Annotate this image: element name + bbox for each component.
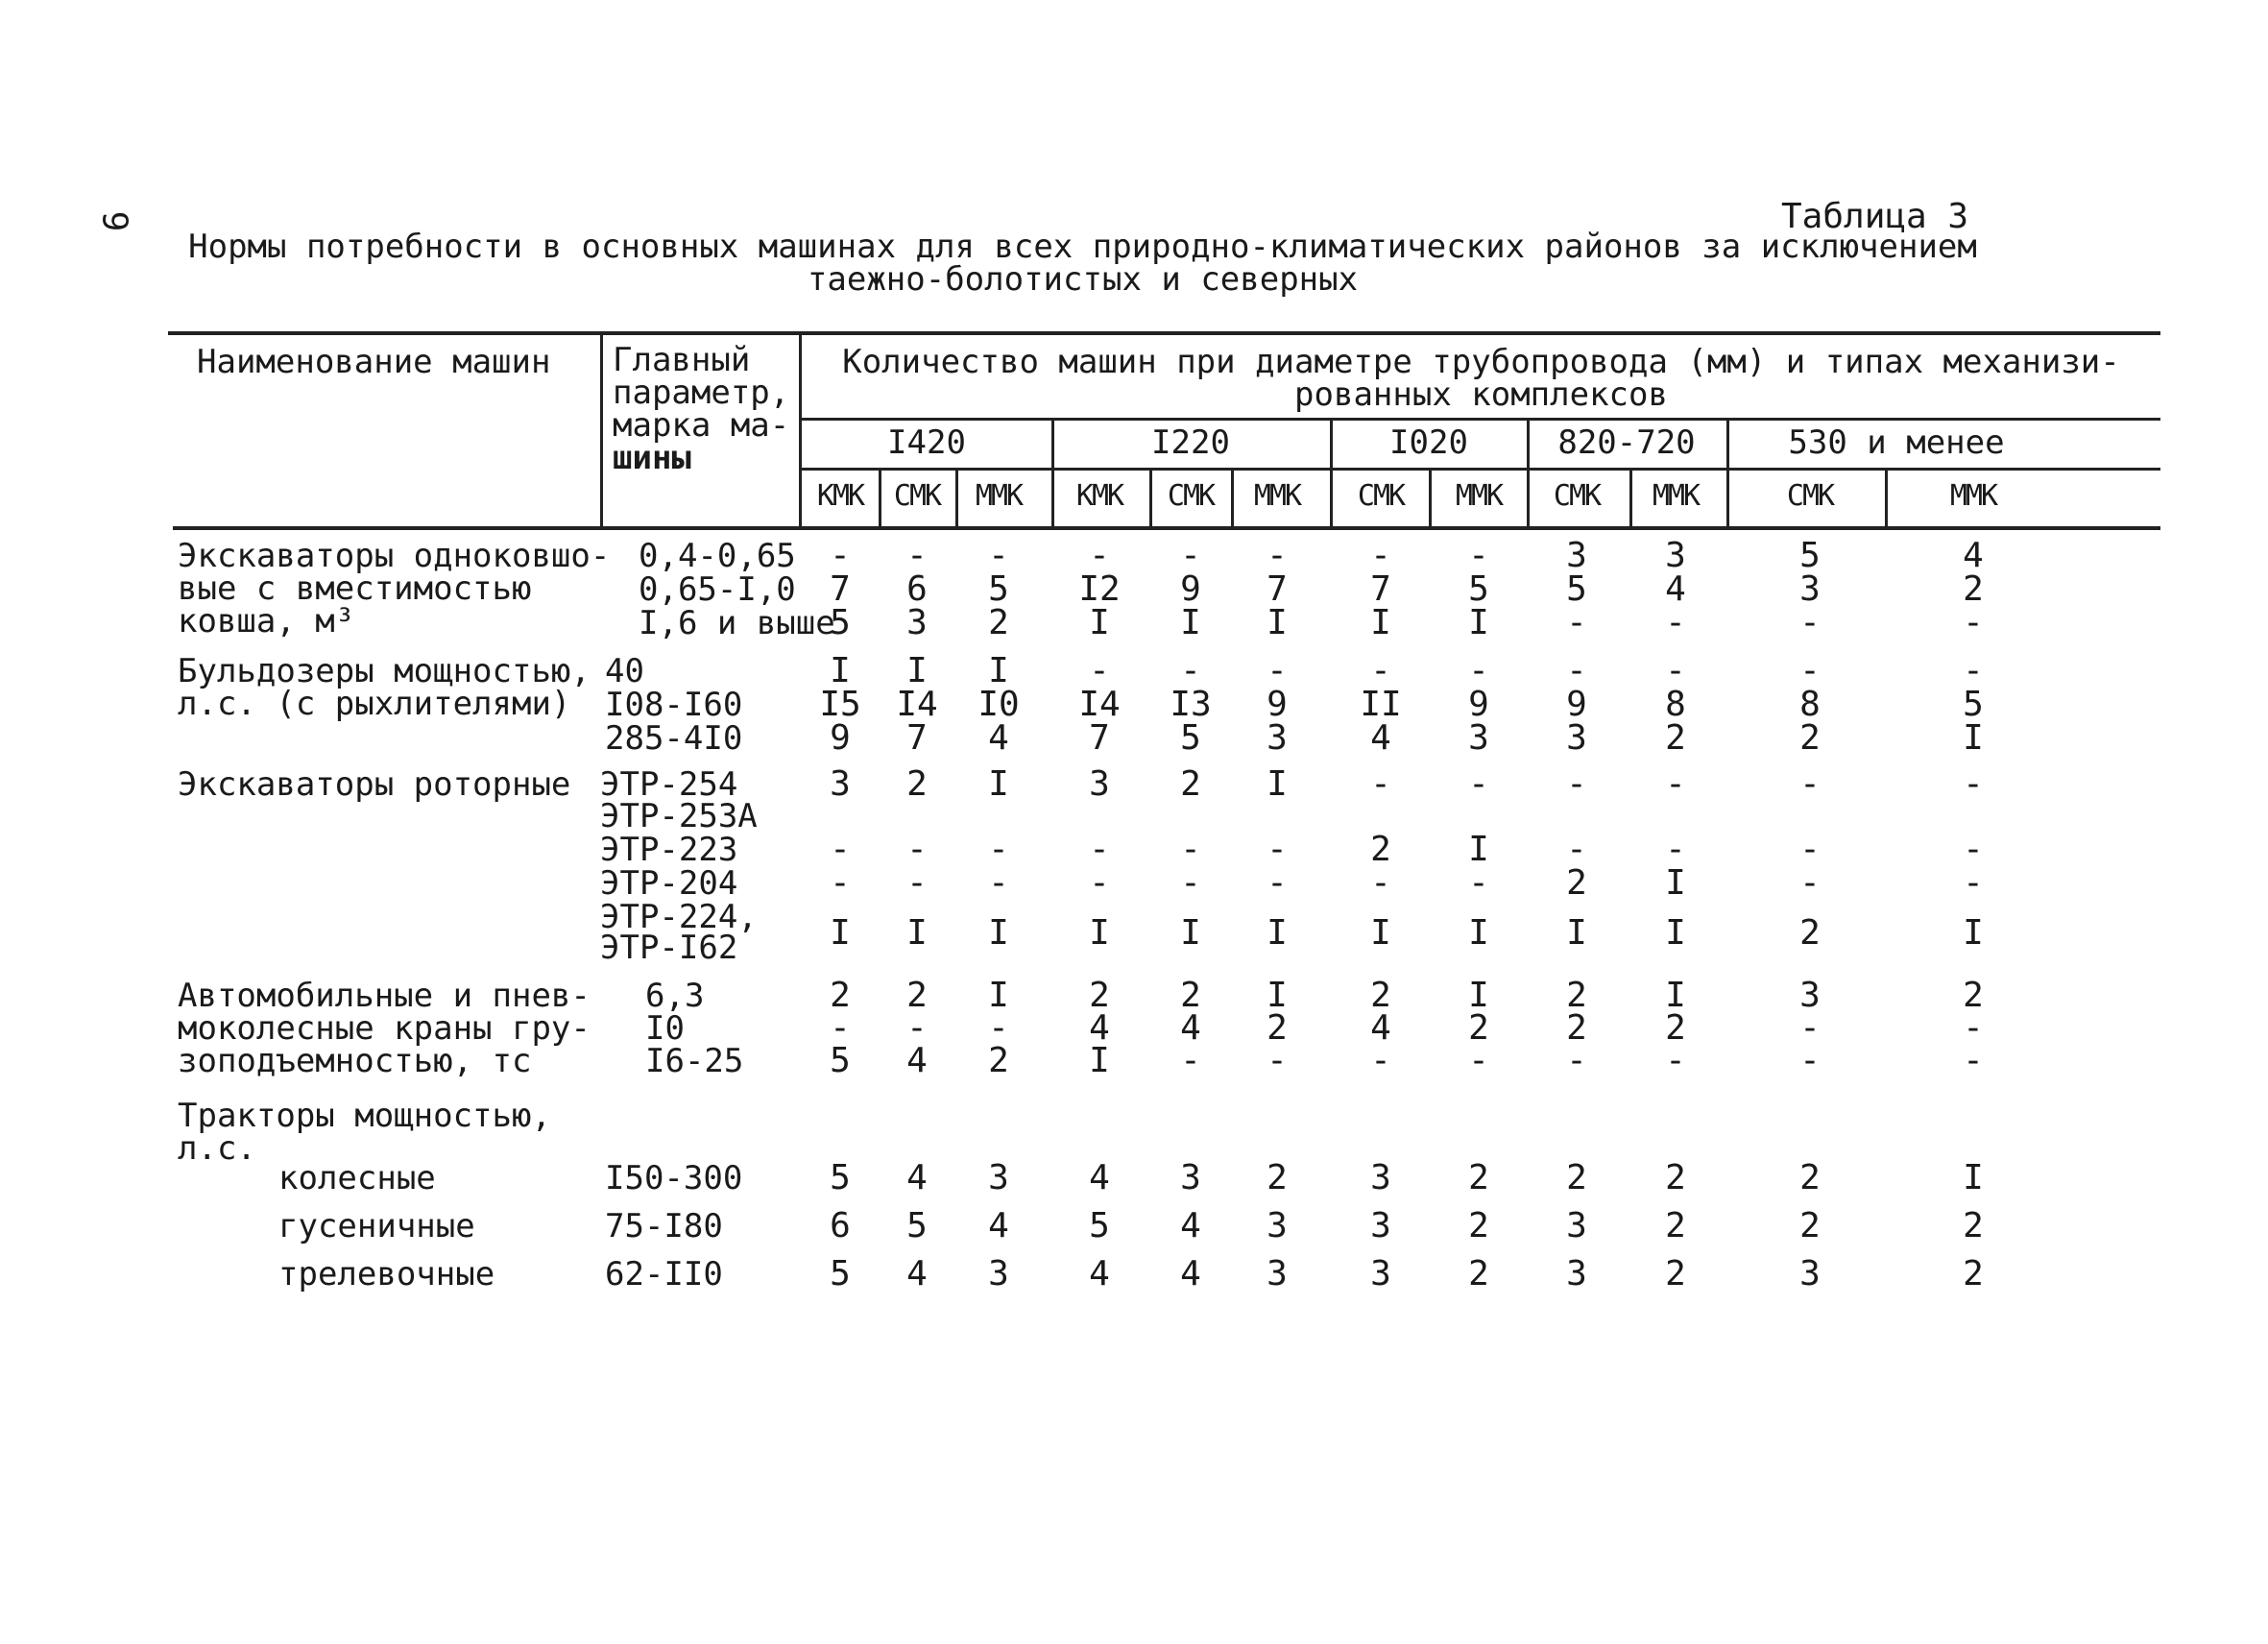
header-qty — [802, 343, 2160, 414]
table-cell: I — [1468, 830, 1489, 869]
table-cell: 5 — [1963, 685, 1984, 724]
row-param: ЭТР-253А — [600, 797, 758, 835]
table-cell: 2 — [1566, 976, 1587, 1015]
row-param: 0,4-0,65 — [639, 537, 796, 575]
table-cell: I — [1267, 764, 1288, 804]
table-cell: I — [830, 651, 851, 690]
table-cell: 4 — [988, 718, 1009, 758]
table-cell: 9 — [1180, 569, 1201, 609]
table-cell: 7 — [1370, 569, 1391, 609]
table-cell: 9 — [1267, 685, 1288, 724]
row-param: 0,65-I,0 — [639, 570, 796, 609]
table-cell: 3 — [1799, 1254, 1821, 1293]
table-cell: 2 — [1799, 1158, 1821, 1197]
row-param: 285-4I0 — [605, 719, 743, 758]
table-cell: - — [1963, 830, 1984, 869]
row-param: I6-25 — [645, 1042, 744, 1080]
table-cell: 3 — [1267, 1206, 1288, 1245]
type-header: СМК — [1553, 479, 1601, 513]
table-cell: 2 — [1799, 718, 1821, 758]
table-cell: - — [1963, 1008, 1984, 1048]
row-param: ЭТР-223 — [600, 831, 738, 869]
sub-row-param: 62-II0 — [605, 1255, 723, 1293]
page-number: 9 — [94, 210, 134, 232]
table-cell: I — [1468, 913, 1489, 953]
row-param: ЭТР-254 — [600, 765, 738, 804]
diameter-header: 530 и менее — [1788, 423, 2005, 462]
table-cell: - — [1963, 651, 1984, 690]
table-cell: 4 — [988, 1206, 1009, 1245]
table-cell: 3 — [988, 1254, 1009, 1293]
table-cell: I4 — [1078, 685, 1121, 724]
table-cell: - — [1370, 536, 1391, 575]
col-divider-t9 — [1629, 469, 1632, 528]
table-cell: - — [1370, 764, 1391, 804]
table-cell: 3 — [1180, 1158, 1201, 1197]
table-cell: I — [830, 913, 851, 953]
table-cell: - — [1799, 830, 1821, 869]
table-cell: - — [1566, 764, 1587, 804]
table-cell: - — [1799, 603, 1821, 642]
header-type-rule — [802, 468, 2160, 471]
table-cell: 4 — [906, 1158, 928, 1197]
table-cell: I — [1665, 913, 1686, 953]
table-cell: 2 — [906, 976, 928, 1015]
row-param: I08-I60 — [605, 686, 743, 724]
table-cell: - — [830, 863, 851, 903]
row-name-line: вые с вместимостью — [178, 569, 532, 608]
table-cell: 8 — [1665, 685, 1686, 724]
table-cell: - — [1963, 863, 1984, 903]
header-param-line-4: шины — [613, 439, 691, 477]
col-divider-t7 — [1429, 469, 1432, 528]
table-cell: 2 — [1665, 718, 1686, 758]
table-cell: 6 — [830, 1206, 851, 1245]
row-name-line: Экскаваторы одноковшо- — [178, 537, 611, 575]
type-header: КМК — [816, 479, 864, 513]
row-param: ЭТР-I62 — [600, 929, 738, 967]
table-cell: I — [1963, 718, 1984, 758]
table-cell: I — [1267, 913, 1288, 953]
table-cell: I — [1267, 603, 1288, 642]
table-cell: 4 — [906, 1254, 928, 1293]
row-name-line: зоподъемностью, тс — [178, 1042, 532, 1080]
table-cell: - — [906, 536, 928, 575]
diameter-header: I220 — [1151, 423, 1230, 462]
table-cell: 2 — [1566, 863, 1587, 903]
table-cell: 3 — [1799, 976, 1821, 1015]
table-cell: - — [1468, 536, 1489, 575]
table-cell: 2 — [1267, 1008, 1288, 1048]
col-divider-t11 — [1885, 469, 1888, 528]
table-cell: - — [1665, 830, 1686, 869]
table-cell: 2 — [1089, 976, 1110, 1015]
table-cell: 2 — [988, 603, 1009, 642]
header-param-line-1: Главный — [613, 341, 751, 379]
table-cell: I4 — [896, 685, 938, 724]
sub-row-label: гусеничные — [278, 1207, 475, 1245]
row-name-line: л.с. (с рыхлителями) — [178, 685, 571, 723]
table-cell: 3 — [1370, 1206, 1391, 1245]
table-cell: I — [1370, 603, 1391, 642]
table-cell: - — [830, 830, 851, 869]
table-cell: I — [1267, 976, 1288, 1015]
table-cell: 7 — [906, 718, 928, 758]
table-cell: I — [988, 913, 1009, 953]
table-cell: 2 — [1963, 569, 1984, 609]
row-name-line: ковша, м³ — [178, 602, 355, 641]
table-cell: 3 — [830, 764, 851, 804]
table-cell: - — [1180, 651, 1201, 690]
table-cell: 5 — [830, 1041, 851, 1080]
table-cell: - — [830, 536, 851, 575]
table-cell: - — [906, 863, 928, 903]
header-param-line-3: марка ма- — [613, 406, 790, 445]
table-cell: 3 — [1089, 764, 1110, 804]
table-cell: 5 — [1089, 1206, 1110, 1245]
table-cell: - — [1566, 603, 1587, 642]
table-cell: I0 — [977, 685, 1020, 724]
row-param: I,6 и выше — [639, 604, 835, 642]
table-cell: 4 — [1963, 536, 1984, 575]
table-cell: I — [906, 651, 928, 690]
table-cell: 2 — [1566, 1008, 1587, 1048]
table-cell: - — [1799, 1041, 1821, 1080]
table-cell: 4 — [1370, 718, 1391, 758]
table-cell: - — [1267, 536, 1288, 575]
table-cell: 5 — [1180, 718, 1201, 758]
table-cell: I — [1089, 913, 1110, 953]
row-name-line: моколесные краны гру- — [178, 1009, 591, 1048]
table-cell: I — [1180, 913, 1201, 953]
row-name-line: Бульдозеры мощностью, — [178, 652, 591, 690]
row-param: 6,3 — [645, 977, 705, 1015]
table-cell: - — [1799, 1008, 1821, 1048]
table-cell: - — [1089, 536, 1110, 575]
table-cell: 2 — [1468, 1008, 1489, 1048]
table-cell: - — [1963, 764, 1984, 804]
header-diameter-rule — [802, 418, 2160, 421]
table-cell: 2 — [1468, 1206, 1489, 1245]
table-cell: 2 — [1370, 830, 1391, 869]
table-cell: I — [1089, 603, 1110, 642]
table-cell: 2 — [830, 976, 851, 1015]
table-cell: I — [1370, 913, 1391, 953]
table-cell: - — [988, 1008, 1009, 1048]
sub-row-param: 75-I80 — [605, 1207, 723, 1245]
table-cell: 5 — [1468, 569, 1489, 609]
table-cell: - — [1267, 863, 1288, 903]
table-cell: - — [1665, 603, 1686, 642]
table-cell: 4 — [906, 1041, 928, 1080]
sub-row-label: колесные — [278, 1159, 436, 1197]
table-cell: - — [1267, 830, 1288, 869]
table-cell: 4 — [1180, 1254, 1201, 1293]
table-cell: 2 — [1799, 913, 1821, 953]
table-cell: 2 — [1370, 976, 1391, 1015]
table-cell: 2 — [1963, 1254, 1984, 1293]
table-cell: 2 — [1180, 764, 1201, 804]
table-cell: - — [1180, 536, 1201, 575]
table-cell: I — [988, 976, 1009, 1015]
table-cell: 2 — [1566, 1158, 1587, 1197]
table-cell: 4 — [1089, 1008, 1110, 1048]
table-cell: - — [1180, 830, 1201, 869]
table-top-rule — [168, 331, 2160, 335]
table-cell: I — [1089, 1041, 1110, 1080]
table-cell: 2 — [1468, 1254, 1489, 1293]
header-bottom-rule — [173, 526, 2160, 530]
table-cell: 5 — [988, 569, 1009, 609]
table-cell: - — [1799, 863, 1821, 903]
table-cell: 3 — [1566, 1254, 1587, 1293]
type-header: СМК — [1786, 479, 1834, 513]
sub-row-label: трелевочные — [278, 1255, 495, 1293]
table-cell: - — [1267, 1041, 1288, 1080]
table-cell: - — [1468, 651, 1489, 690]
table-cell: I — [1963, 1158, 1984, 1197]
row-param: ЭТР-204 — [600, 864, 738, 903]
table-caption — [144, 228, 2021, 299]
table-cell: - — [1665, 764, 1686, 804]
table-cell: 2 — [906, 764, 928, 804]
table-cell: 3 — [1468, 718, 1489, 758]
table-cell: - — [1089, 863, 1110, 903]
caption-line-2: таежно-болотистых и северных — [807, 260, 1359, 299]
table-cell: - — [1566, 1041, 1587, 1080]
table-cell: 3 — [1566, 1206, 1587, 1245]
type-header: СМК — [893, 479, 941, 513]
row-param: ЭТР-224, — [600, 898, 758, 936]
header-param-line-2: параметр, — [613, 374, 790, 412]
table-cell: 5 — [906, 1206, 928, 1245]
header-qty-line-1: Количество машин при диаметре трубопровода (мм) и типах механизи- — [842, 343, 2120, 381]
table-cell: 3 — [1267, 718, 1288, 758]
caption-line-1: Нормы потребности в основных машинах для всех природно-климатических районов за исключением — [188, 228, 1977, 266]
table-cell: - — [1799, 651, 1821, 690]
table-cell: - — [1370, 651, 1391, 690]
table-cell: 2 — [1799, 1206, 1821, 1245]
table-cell: 5 — [1566, 569, 1587, 609]
table-cell: II — [1360, 685, 1402, 724]
table-cell: 9 — [1468, 685, 1489, 724]
table-cell: 4 — [1370, 1008, 1391, 1048]
table-cell: - — [988, 536, 1009, 575]
header-name-col: Наименование машин — [197, 343, 551, 381]
table-cell: 8 — [1799, 685, 1821, 724]
table-cell: I — [988, 764, 1009, 804]
table-cell: 3 — [1267, 1254, 1288, 1293]
row-name-line: л.с. — [178, 1129, 256, 1168]
table-cell: I5 — [819, 685, 861, 724]
table-cell: I — [1665, 863, 1686, 903]
table-cell: 3 — [1665, 536, 1686, 575]
col-divider-t2 — [955, 469, 958, 528]
table-cell: I — [1180, 603, 1201, 642]
table-cell: 3 — [1370, 1158, 1391, 1197]
header-param-col — [613, 341, 790, 477]
table-cell: - — [1566, 651, 1587, 690]
table-cell: 3 — [988, 1158, 1009, 1197]
sub-row-param: I50-300 — [605, 1159, 743, 1197]
col-divider-t5 — [1231, 469, 1234, 528]
table-cell: - — [1665, 651, 1686, 690]
table-cell: 2 — [988, 1041, 1009, 1080]
table-cell: 4 — [1089, 1158, 1110, 1197]
type-header: ММК — [1652, 479, 1700, 513]
table-cell: I2 — [1078, 569, 1121, 609]
table-cell: - — [1963, 603, 1984, 642]
table-cell: 4 — [1180, 1008, 1201, 1048]
table-cell: 4 — [1665, 569, 1686, 609]
table-cell: - — [1665, 1041, 1686, 1080]
table-cell: 5 — [1799, 536, 1821, 575]
table-cell: 4 — [1180, 1206, 1201, 1245]
table-cell: I — [988, 651, 1009, 690]
table-cell: 3 — [906, 603, 928, 642]
table-cell: 4 — [1089, 1254, 1110, 1293]
table-cell: - — [1468, 1041, 1489, 1080]
table-cell: I — [906, 913, 928, 953]
row-param: I0 — [645, 1009, 685, 1048]
row-name-line: Автомобильные и пнев- — [178, 977, 591, 1015]
diameter-header: I420 — [887, 423, 966, 462]
table-cell: 9 — [1566, 685, 1587, 724]
table-cell: 7 — [1267, 569, 1288, 609]
row-param: 40 — [605, 652, 644, 690]
type-header: ММК — [1253, 479, 1301, 513]
table-cell: 5 — [830, 603, 851, 642]
table-cell: I3 — [1170, 685, 1212, 724]
table-cell: - — [988, 863, 1009, 903]
table-cell: - — [1799, 764, 1821, 804]
type-header: СМК — [1167, 479, 1215, 513]
table-cell: - — [1468, 764, 1489, 804]
table-cell: - — [1267, 651, 1288, 690]
table-cell: - — [1370, 1041, 1391, 1080]
table-cell: 7 — [830, 569, 851, 609]
table-cell: - — [1468, 863, 1489, 903]
diameter-header: 820-720 — [1557, 423, 1696, 462]
table-cell: 2 — [1963, 1206, 1984, 1245]
table-cell: 7 — [1089, 718, 1110, 758]
table-cell: 3 — [1370, 1254, 1391, 1293]
table-cell: 2 — [1468, 1158, 1489, 1197]
table-cell: - — [1089, 651, 1110, 690]
table-cell: I — [1665, 976, 1686, 1015]
table-cell: 5 — [830, 1158, 851, 1197]
table-cell: - — [1370, 863, 1391, 903]
table-cell: 2 — [1180, 976, 1201, 1015]
table-cell: 6 — [906, 569, 928, 609]
table-cell: - — [1180, 863, 1201, 903]
table-cell: 9 — [830, 718, 851, 758]
table-cell: 2 — [1267, 1158, 1288, 1197]
diameter-header: I020 — [1389, 423, 1468, 462]
type-header: ММК — [975, 479, 1023, 513]
table-cell: 3 — [1799, 569, 1821, 609]
table-cell: I — [1566, 913, 1587, 953]
table-cell: - — [1566, 830, 1587, 869]
table-cell: - — [1089, 830, 1110, 869]
table-cell: 5 — [830, 1254, 851, 1293]
table-cell: 3 — [1566, 718, 1587, 758]
table-cell: 2 — [1665, 1008, 1686, 1048]
type-header: ММК — [1455, 479, 1503, 513]
table-cell: 2 — [1963, 976, 1984, 1015]
table-cell: - — [830, 1008, 851, 1048]
row-name-line: Экскаваторы роторные — [178, 765, 571, 804]
header-qty-line-2: рованных комплексов — [1294, 375, 1668, 414]
table-cell: - — [1963, 1041, 1984, 1080]
type-header: СМК — [1357, 479, 1405, 513]
table-cell: I — [1468, 603, 1489, 642]
table-cell: 2 — [1665, 1206, 1686, 1245]
table-cell: - — [906, 1008, 928, 1048]
table-cell: I — [1963, 913, 1984, 953]
table-cell: - — [906, 830, 928, 869]
type-header: КМК — [1075, 479, 1123, 513]
table-cell: - — [1180, 1041, 1201, 1080]
type-header: ММК — [1949, 479, 1997, 513]
table-cell: 2 — [1665, 1254, 1686, 1293]
table-cell: I — [1468, 976, 1489, 1015]
row-name-line: Тракторы мощностью, — [178, 1097, 551, 1135]
table-cell: - — [988, 830, 1009, 869]
table-cell: 2 — [1665, 1158, 1686, 1197]
table-cell: 3 — [1566, 536, 1587, 575]
table-label: Таблица 3 — [1781, 197, 1969, 236]
col-divider-name — [600, 333, 603, 528]
